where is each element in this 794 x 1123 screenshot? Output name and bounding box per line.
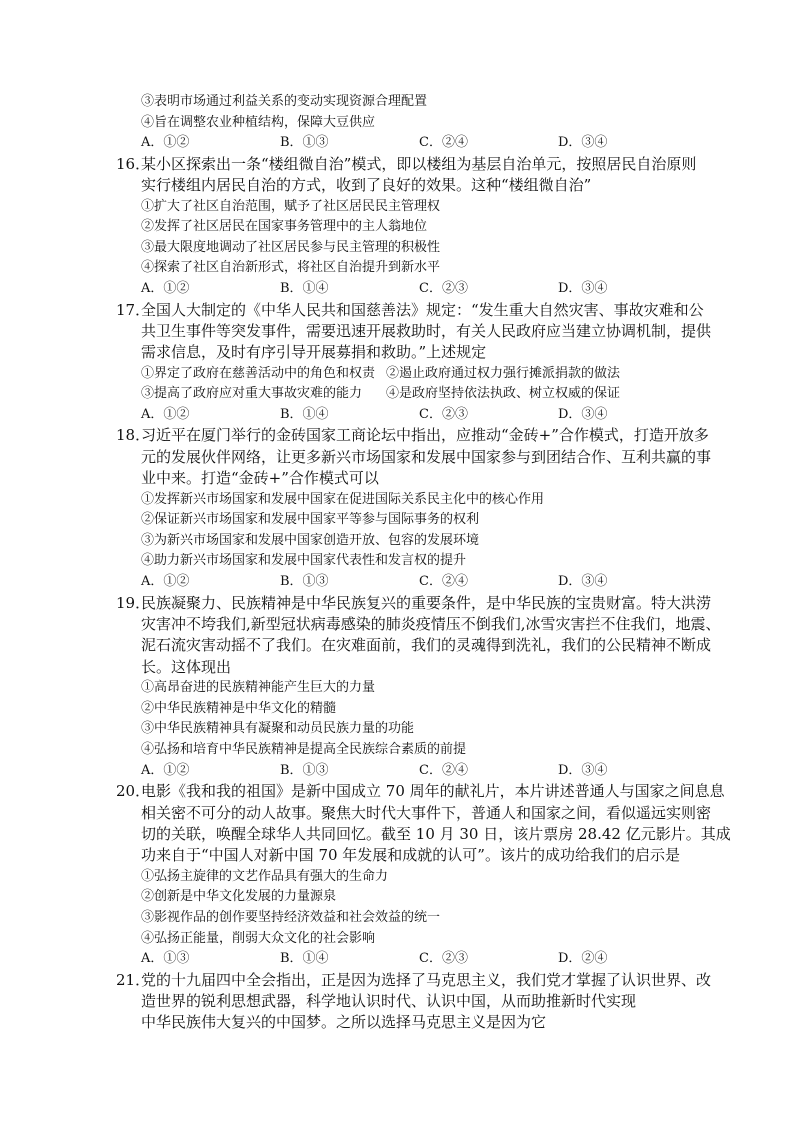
question-number: 20． — [116, 782, 151, 801]
q16-stem-line-2: 实行楼组内居民自治的方式，收到了良好的效果。这种“楼组微自治” — [141, 176, 592, 195]
choice-b: B．①④ — [280, 951, 329, 967]
q20-option-3: ③影视作品的创作要坚持经济效益和社会效益的统一 — [141, 909, 441, 925]
q18-option-1: ①发挥新兴市场国家和发展中国家在促进国际关系民主化中的核心作用 — [141, 491, 545, 507]
q19-stem-line-4: 长。这体现出 — [141, 657, 232, 676]
q17-stem-line-2: 共卫生事件等突发事件，需要迅速开展救助时，有关人民政府应当建立协调机制，提供 — [141, 321, 712, 340]
q20-stem-line-3: 切的关联，唤醒全球华人共同回忆。截至 10 月 30 日，该片票房 28.42 亿元影片。其成 — [141, 824, 731, 843]
choice-d: D．③④ — [558, 406, 608, 422]
choice-a: A．①② — [141, 406, 190, 422]
choice-d: D．③④ — [558, 762, 608, 778]
choice-a: A．①③ — [141, 951, 190, 967]
choice-b: B．①④ — [280, 280, 329, 296]
q18-choices — [116, 572, 676, 593]
question-number: 19． — [116, 593, 151, 612]
choice-b: B．①④ — [280, 406, 329, 422]
choice-c: C．②④ — [419, 762, 468, 778]
q20-choices — [116, 949, 676, 970]
choice-d: D．③④ — [558, 135, 608, 151]
q19-stem-line-2: 灾害冲不垮我们,新型冠状病毒感染的肺炎疫情压不倒我们,冰雪灾害拦不住我们，地震、 — [141, 615, 721, 634]
choice-a: A．①② — [141, 135, 190, 151]
q15-choices — [116, 133, 676, 154]
q16-stem-line-1: 16．某小区探索出一条“楼组微自治”模式，即以楼组为基层自治单元，按照居民自治原则 — [116, 154, 676, 175]
choice-a: A．①② — [141, 280, 190, 296]
q18-stem-line-2: 元的发展伙伴网络，让更多新兴市场国家和发展中国家参与到团结合作、互利共赢的事 — [141, 447, 712, 466]
q17-option-row-1 — [116, 364, 676, 385]
question-list — [116, 92, 731, 1034]
q18-option-3: ③为新兴市场国家和发展中国家创造开放、包容的发展环境 — [141, 532, 480, 548]
q16-option-2: ②发挥了社区居民在国家事务管理中的主人翁地位 — [141, 219, 428, 235]
q19-option-1: ①高昂奋进的民族精神能产生巨大的力量 — [141, 680, 376, 696]
q19-choices — [116, 761, 676, 782]
q19-option-3: ③中华民族精神具有凝聚和动员民族力量的功能 — [141, 721, 415, 737]
q18-option-2: ②保证新兴市场国家和发展中国家平等参与国际事务的权利 — [141, 512, 480, 528]
q17-option-2: ②遏止政府通过权力强行摊派捐款的做法 — [386, 365, 621, 381]
q19-stem-line-3: 泥石流灾害动摇不了我们。在灾难面前，我们的灵魂得到洗礼，我们的公民精神不断成 — [141, 636, 712, 655]
question-number: 16． — [116, 154, 151, 173]
question-number: 18． — [116, 426, 151, 445]
q15-option-3: ③表明市场通过利益关系的变动实现资源合理配置 — [141, 94, 428, 109]
q19-option-4: ④弘扬和培育中华民族精神是提高全民族综合素质的前提 — [141, 741, 467, 757]
q21-stem-line-1: 21．党的十九届四中全会指出，正是因为选择了马克思主义，我们党才掌握了认识世界、改 — [116, 970, 676, 991]
choice-a: A．①② — [141, 762, 190, 778]
choice-c: C．②④ — [419, 135, 468, 151]
choice-d: D．③④ — [558, 280, 608, 296]
choice-b: B．①③ — [280, 574, 329, 590]
q21-stem-line-3: 中华民族伟大复兴的中国梦。之所以选择马克思主义是因为它 — [141, 1013, 547, 1032]
q20-stem-line-2: 相关密不可分的动人故事。聚焦大时代大事件下，普通人和国家之间，看似遥远实则密 — [141, 803, 712, 822]
q20-stem-line-4: 功来自于“中国人对新中国 70 年发展和成就的认可”。该片的成功给我们的启示是 — [141, 846, 680, 865]
question-number: 21． — [116, 970, 151, 989]
q17-stem-line-3: 需求信息，及时有序引导开展募捐和救助。”上述规定 — [141, 343, 487, 362]
q17-stem-line-1: 17．全国人大制定的《中华人民共和国慈善法》规定：“发生重大自然灾害、事故灾难和公 — [116, 300, 676, 321]
q16-option-1: ①扩大了社区自治范围，赋予了社区居民民主管理权 — [141, 198, 441, 214]
choice-a: A．①② — [141, 574, 190, 590]
choice-c: C．②③ — [419, 280, 468, 296]
q16-choices — [116, 279, 676, 300]
q20-option-2: ②创新是中华文化发展的力量源泉 — [141, 889, 337, 905]
q18-stem-line-1: 18．习近平在厦门举行的金砖国家工商论坛中指出，应推动“金砖+”合作模式，打造开放多 — [116, 425, 676, 446]
choice-c: C．②③ — [419, 406, 468, 422]
q19-stem-line-1: 19．民族凝聚力、民族精神是中华民族复兴的重要条件，是中华民族的宝贵财富。特大洪涝 — [116, 593, 676, 614]
q17-choices — [116, 405, 676, 426]
q18-option-4: ④助力新兴市场国家和发展中国家代表性和发言权的提升 — [141, 553, 467, 569]
q16-option-3: ③最大限度地调动了社区居民参与民主管理的积极性 — [141, 239, 441, 255]
choice-c: C．②③ — [419, 951, 468, 967]
q20-option-4: ④弘扬正能量，削弱大众文化的社会影响 — [141, 930, 376, 946]
q17-option-3: ③提高了政府应对重大事故灾难的能力 — [141, 386, 363, 402]
choice-b: B．①③ — [280, 762, 329, 778]
choice-c: C．②④ — [419, 574, 468, 590]
q21-stem-line-2: 造世界的锐利思想武器，科学地认识时代、认识中国，从而助推新时代实现 — [141, 992, 637, 1011]
choice-b: B．①③ — [280, 135, 329, 151]
q17-option-1: ①界定了政府在慈善活动中的角色和权责 — [141, 365, 376, 381]
q19-option-2: ②中华民族精神是中华文化的精髓 — [141, 700, 337, 716]
q16-option-4: ④探索了社区自治新形式，将社区自治提升到新水平 — [141, 260, 441, 276]
question-number: 17． — [116, 300, 151, 319]
choice-d: D．②④ — [558, 951, 608, 967]
q17-option-4: ④是政府坚持依法执政、树立权威的保证 — [386, 386, 621, 402]
q20-option-1: ①弘扬主旋律的文艺作品具有强大的生命力 — [141, 868, 389, 884]
choice-d: D．③④ — [558, 574, 608, 590]
q20-stem-line-1: 20．电影《我和我的祖国》是新中国成立 70 周年的献礼片，本片讲述普通人与国家之间息息 — [116, 781, 676, 802]
q15-option-4: ④旨在调整农业种植结构，保障大豆供应 — [141, 114, 376, 130]
q17-option-row-2 — [116, 384, 676, 405]
q18-stem-line-3: 业中来。打造“金砖+”合作模式可以 — [141, 469, 379, 488]
